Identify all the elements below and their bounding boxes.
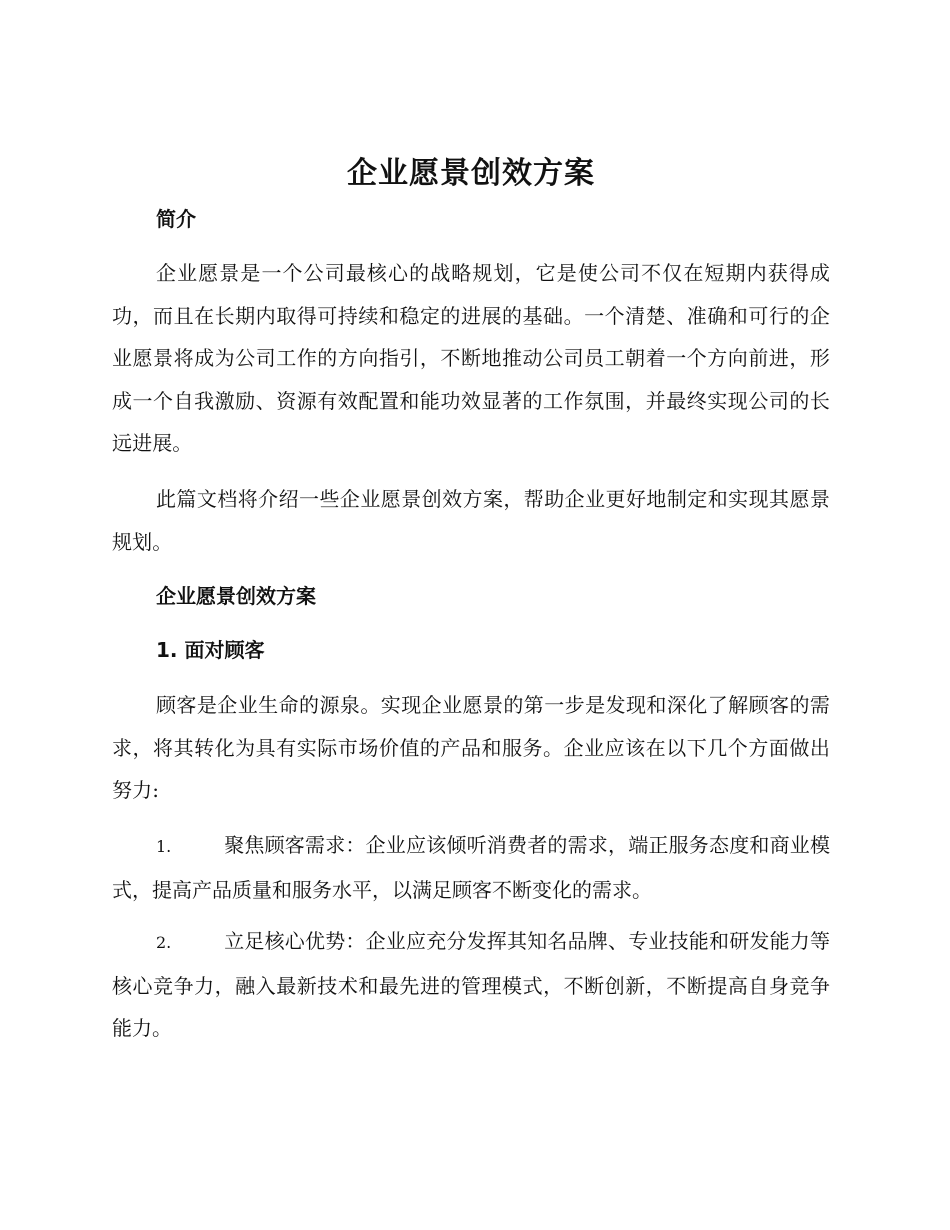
list-item xyxy=(112,824,830,911)
intro-paragraph-1: 企业愿景是一个公司最核心的战略规划，它是使公司不仅在短期内获得成功，而且在长期内取得可持续和稳定的进展的基础。一个清楚、准确和可行的企业愿景将成为公司工作的方向指引，不断地推动公司员工朝着一个方向前进，形成一个自我激励、资源有效配置和能功效显著的工作氛围，并最终实现公司的长远进展。 xyxy=(112,261,830,455)
subsection-heading-customers: 1. 面对顾客 xyxy=(156,638,265,662)
section-heading-intro: 简介 xyxy=(156,207,196,231)
section-heading-plan: 企业愿景创效方案 xyxy=(156,584,316,608)
list-item-number: 1. xyxy=(156,837,172,856)
intro-paragraph-2: 此篇文档将介绍一些企业愿景创效方案，帮助企业更好地制定和实现其愿景规划。 xyxy=(112,487,830,554)
list-item xyxy=(112,920,830,1050)
list-item-text: 聚焦顾客需求：企业应该倾听消费者的需求，端正服务态度和商业模式，提高产品质量和服务水平，以满足顾客不断变化的需求。 xyxy=(112,833,830,902)
list-item-number: 2. xyxy=(156,933,172,952)
list-item-text: 立足核心优势：企业应充分发挥其知名品牌、专业技能和研发能力等核心竞争力，融入最新技术和最先进的管理模式，不断创新，不断提高自身竞争能力。 xyxy=(112,929,830,1040)
customers-paragraph: 顾客是企业生命的源泉。实现企业愿景的第一步是发现和深化了解顾客的需求，将其转化为具有实际市场价值的产品和服务。企业应该在以下几个方面做出努力: xyxy=(112,693,830,802)
document-title: 企业愿景创效方案 xyxy=(347,156,595,191)
document-page xyxy=(112,0,830,1230)
